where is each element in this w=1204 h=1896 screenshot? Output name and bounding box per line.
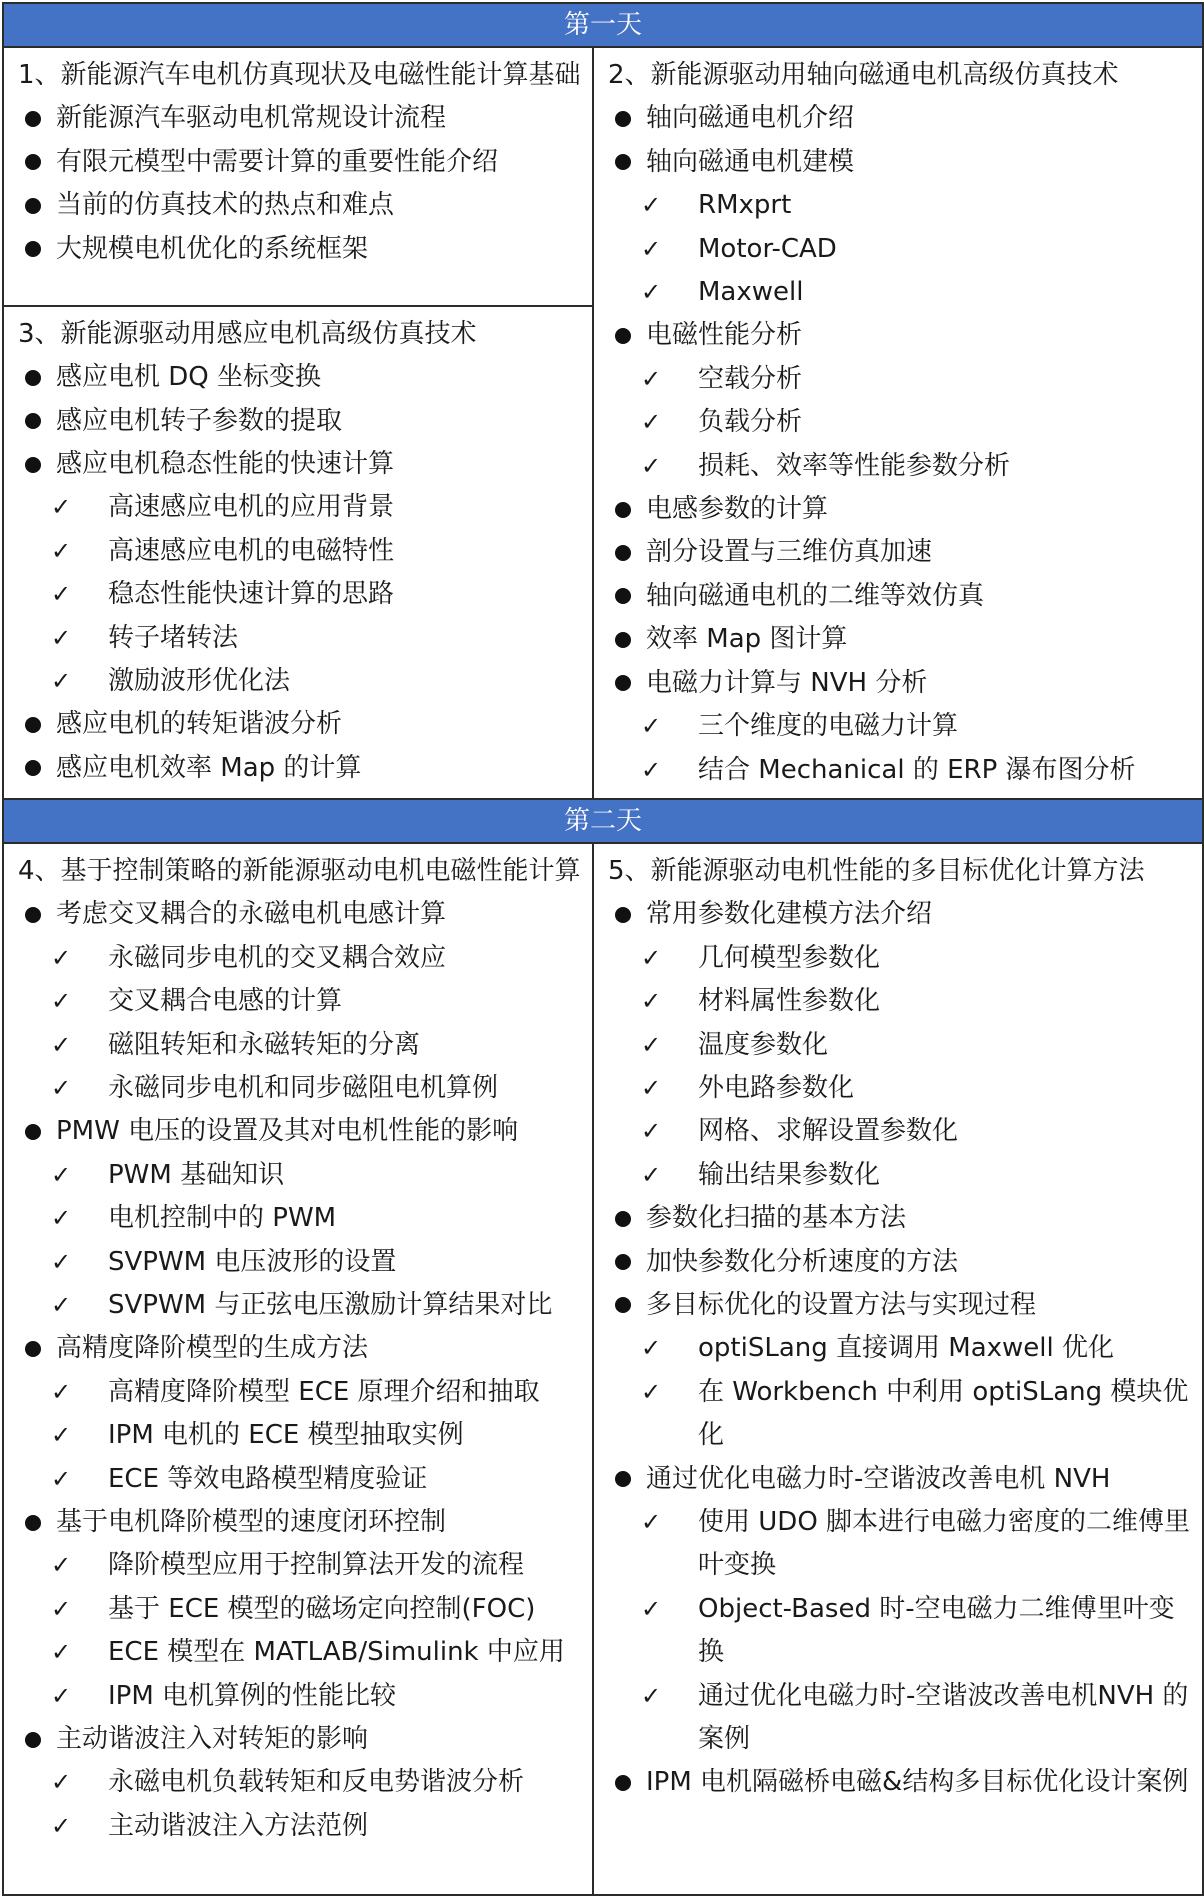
list-item-text: 感应电机 DQ 坐标变换 bbox=[56, 362, 322, 393]
list-item bbox=[18, 747, 582, 790]
sub-list-item bbox=[18, 617, 582, 660]
sub-list-item bbox=[608, 445, 1192, 488]
list-item bbox=[18, 97, 582, 140]
sub-list-item bbox=[18, 1241, 582, 1284]
sub-list-item bbox=[18, 1414, 582, 1457]
sub-list-item-text: 永磁同步电机和同步磁阻电机算例 bbox=[108, 1072, 499, 1103]
sub-list-item-text: 稳态性能快速计算的思路 bbox=[108, 579, 395, 610]
checkmark-icon: ✓ bbox=[50, 1421, 72, 1450]
list-item bbox=[608, 618, 1192, 661]
list-item-text: IPM 电机隔磁桥电磁&结构多目标优化设计案例 bbox=[646, 1767, 1189, 1798]
checkmark-icon: ✓ bbox=[50, 1551, 72, 1580]
sub-list-item bbox=[18, 1805, 582, 1848]
bullet-dot-icon bbox=[608, 662, 638, 705]
list-item-text: 大规模电机优化的系统框架 bbox=[56, 233, 369, 264]
list-item-text: 高精度降阶模型的生成方法 bbox=[56, 1333, 369, 1364]
sub-list-item bbox=[608, 1110, 1192, 1153]
section-title: 4、基于控制策略的新能源驱动电机电磁性能计算 bbox=[18, 855, 581, 886]
checkmark-icon: ✓ bbox=[50, 1204, 72, 1233]
checkmark-icon: ✓ bbox=[50, 623, 72, 652]
checkmark-icon: ✓ bbox=[640, 408, 662, 437]
sub-list-item-text: 转子堵转法 bbox=[108, 622, 239, 653]
filled-circle-icon bbox=[25, 154, 41, 170]
sub-list-item-text: SVPWM 电压波形的设置 bbox=[108, 1246, 397, 1277]
sub-list-item-text: 高速感应电机的应用背景 bbox=[108, 492, 395, 523]
section-5 bbox=[594, 844, 1202, 1811]
list-item bbox=[608, 893, 1192, 936]
list-item bbox=[18, 228, 582, 271]
sub-list-item bbox=[18, 1154, 582, 1197]
list-item-text: 电感参数的计算 bbox=[646, 494, 829, 525]
sub-list-item-text: 磁阻转矩和永磁转矩的分离 bbox=[108, 1029, 421, 1060]
sub-list-item bbox=[18, 1197, 582, 1240]
bullet-dot-icon bbox=[608, 893, 638, 936]
sub-list-item-text: 空载分析 bbox=[698, 363, 803, 394]
list-item bbox=[608, 1761, 1192, 1804]
list-item bbox=[18, 1501, 582, 1544]
list-item-text: 剖分设置与三维仿真加速 bbox=[646, 537, 933, 568]
sub-list-item bbox=[608, 1154, 1192, 1197]
filled-circle-icon bbox=[615, 1471, 631, 1487]
sub-list-item-text: 温度参数化 bbox=[698, 1029, 829, 1060]
checkmark-icon: ✓ bbox=[50, 1811, 72, 1840]
filled-circle-icon bbox=[615, 1211, 631, 1227]
checkmark-icon: ✓ bbox=[50, 536, 72, 565]
checkmark-icon: ✓ bbox=[50, 1638, 72, 1667]
checkmark-icon: ✓ bbox=[50, 1160, 72, 1189]
filled-circle-icon bbox=[25, 111, 41, 127]
sub-list-item bbox=[608, 1371, 1192, 1458]
checkmark-icon: ✓ bbox=[640, 451, 662, 480]
filled-circle-icon bbox=[25, 907, 41, 923]
bullet-dot-icon bbox=[608, 531, 638, 574]
checkmark-icon: ✓ bbox=[640, 943, 662, 972]
sub-list-item-text: RMxprt bbox=[698, 190, 792, 221]
checkmark-icon: ✓ bbox=[640, 1377, 662, 1406]
list-item-text: 考虑交叉耦合的永磁电机电感计算 bbox=[56, 899, 447, 930]
bullet-dot-icon bbox=[608, 314, 638, 357]
list-item bbox=[608, 1241, 1192, 1284]
section-3 bbox=[4, 307, 592, 796]
sub-list-item bbox=[18, 1458, 582, 1501]
sub-list-item-text: Maxwell bbox=[698, 277, 804, 308]
checkmark-icon: ✓ bbox=[640, 1160, 662, 1189]
filled-circle-icon bbox=[25, 241, 41, 257]
sub-list-item-text: 几何模型参数化 bbox=[698, 942, 881, 973]
sub-list-item bbox=[18, 1024, 582, 1067]
list-item-text: 多目标优化的设置方法与实现过程 bbox=[646, 1289, 1037, 1320]
filled-circle-icon bbox=[615, 1775, 631, 1791]
sub-list-item bbox=[608, 1327, 1192, 1370]
bullet-dot-icon bbox=[608, 1241, 638, 1284]
list-item bbox=[608, 97, 1192, 140]
sub-list-item-text: 三个维度的电磁力计算 bbox=[698, 711, 959, 742]
bullet-dot-icon bbox=[608, 618, 638, 661]
sub-list-item-text: Object-Based 时-空电磁力二维傅里叶变换 bbox=[698, 1593, 1175, 1668]
sub-list-item-text: 永磁电机负载转矩和反电势谐波分析 bbox=[108, 1767, 525, 1798]
sub-list-item-text: 通过优化电磁力时-空谐波改善电机NVH 的案例 bbox=[698, 1680, 1189, 1755]
filled-circle-icon bbox=[25, 717, 41, 733]
checkmark-icon: ✓ bbox=[50, 580, 72, 609]
list-item-text: 新能源汽车驱动电机常规设计流程 bbox=[56, 103, 447, 134]
section-1 bbox=[4, 48, 592, 277]
list-item bbox=[18, 1718, 582, 1761]
bullet-dot-icon bbox=[18, 184, 48, 227]
sub-list-item-text: SVPWM 与正弦电压激励计算结果对比 bbox=[108, 1289, 553, 1320]
sub-list-item bbox=[18, 573, 582, 616]
checkmark-icon: ✓ bbox=[50, 943, 72, 972]
sub-list-item-text: 高精度降阶模型 ECE 原理介绍和抽取 bbox=[108, 1376, 540, 1407]
sub-list-item bbox=[608, 980, 1192, 1023]
day1-header: 第一天 bbox=[3, 3, 1203, 47]
sub-list-item-text: 损耗、效率等性能参数分析 bbox=[698, 450, 1011, 481]
list-item bbox=[608, 314, 1192, 357]
sub-list-item bbox=[18, 1588, 582, 1631]
sub-list-item-text: 激励波形优化法 bbox=[108, 666, 291, 697]
checkmark-icon: ✓ bbox=[50, 493, 72, 522]
list-item bbox=[608, 1284, 1192, 1327]
sub-list-item bbox=[18, 1371, 582, 1414]
list-item bbox=[18, 400, 582, 443]
section-2 bbox=[594, 48, 1202, 798]
list-item-text: 基于电机降阶模型的速度闭环控制 bbox=[56, 1507, 447, 1537]
list-item bbox=[608, 575, 1192, 618]
list-item-text: 电磁性能分析 bbox=[646, 320, 803, 351]
list-item-text: 参数化扫描的基本方法 bbox=[646, 1203, 907, 1234]
list-item bbox=[18, 443, 582, 486]
list-item bbox=[18, 141, 582, 184]
filled-circle-icon bbox=[25, 1341, 41, 1357]
sub-list-item-text: PWM 基础知识 bbox=[108, 1159, 285, 1190]
sub-list-item-text: 使用 UDO 脚本进行电磁力密度的二维傅里叶变换 bbox=[698, 1507, 1191, 1581]
bullet-dot-icon bbox=[608, 1284, 638, 1327]
sub-list-item-text: 结合 Mechanical 的 ERP 瀑布图分析 bbox=[698, 754, 1136, 785]
filled-circle-icon bbox=[615, 154, 631, 170]
section-title: 5、新能源驱动电机性能的多目标优化计算方法 bbox=[608, 855, 1145, 886]
list-item-text: PMW 电压的设置及其对电机性能的影响 bbox=[56, 1116, 519, 1147]
checkmark-icon: ✓ bbox=[50, 1377, 72, 1406]
bullet-dot-icon bbox=[18, 400, 48, 443]
bullet-dot-icon bbox=[18, 1110, 48, 1153]
bullet-dot-icon bbox=[608, 488, 638, 531]
bullet-dot-icon bbox=[608, 1761, 638, 1804]
filled-circle-icon bbox=[25, 1515, 41, 1531]
list-item bbox=[18, 184, 582, 227]
bullet-dot-icon bbox=[608, 575, 638, 618]
bullet-dot-icon bbox=[18, 1327, 48, 1370]
sub-list-item bbox=[18, 660, 582, 703]
checkmark-icon: ✓ bbox=[640, 712, 662, 741]
sub-list-item bbox=[608, 1588, 1192, 1675]
filled-circle-icon bbox=[25, 457, 41, 473]
bullet-dot-icon bbox=[18, 228, 48, 271]
sub-list-item-text: 负载分析 bbox=[698, 407, 803, 438]
sub-list-item-text: Motor-CAD bbox=[698, 233, 837, 264]
list-item bbox=[608, 1458, 1192, 1501]
list-item-text: 加快参数化分析速度的方法 bbox=[646, 1246, 959, 1277]
section-title: 1、新能源汽车电机仿真现状及电磁性能计算基础 bbox=[18, 60, 581, 90]
checkmark-icon: ✓ bbox=[50, 1768, 72, 1797]
sub-list-item bbox=[608, 358, 1192, 401]
sub-list-item-text: 主动谐波注入方法范例 bbox=[108, 1810, 369, 1841]
checkmark-icon: ✓ bbox=[50, 1030, 72, 1059]
sub-list-item bbox=[608, 1501, 1192, 1588]
section-title: 2、新能源驱动用轴向磁通电机高级仿真技术 bbox=[608, 60, 1119, 90]
sub-list-item-text: 降阶模型应用于控制算法开发的流程 bbox=[108, 1550, 525, 1581]
filled-circle-icon bbox=[25, 198, 41, 214]
sub-list-item bbox=[18, 1544, 582, 1587]
list-item-text: 感应电机稳态性能的快速计算 bbox=[56, 449, 395, 480]
list-item bbox=[608, 1197, 1192, 1240]
checkmark-icon: ✓ bbox=[640, 234, 662, 263]
bullet-dot-icon bbox=[18, 893, 48, 936]
list-item-text: 感应电机效率 Map 的计算 bbox=[56, 752, 362, 783]
filled-circle-icon bbox=[25, 1732, 41, 1748]
sub-list-item bbox=[18, 937, 582, 980]
sub-list-item-text: IPM 电机的 ECE 模型抽取实例 bbox=[108, 1420, 464, 1451]
sub-list-item bbox=[608, 749, 1192, 792]
list-item bbox=[18, 703, 582, 746]
sub-list-item bbox=[18, 1067, 582, 1110]
bullet-dot-icon bbox=[18, 703, 48, 746]
sub-list-item bbox=[18, 1675, 582, 1718]
bullet-dot-icon bbox=[608, 97, 638, 140]
list-item bbox=[608, 662, 1192, 705]
sub-list-item bbox=[608, 184, 1192, 227]
list-item-text: 电磁力计算与 NVH 分析 bbox=[646, 667, 928, 698]
course-outline bbox=[2, 2, 1202, 1896]
list-item bbox=[18, 893, 582, 936]
sub-list-item bbox=[608, 228, 1192, 271]
section-title: 3、新能源驱动用感应电机高级仿真技术 bbox=[18, 318, 477, 349]
sub-list-item bbox=[608, 937, 1192, 980]
filled-circle-icon bbox=[615, 502, 631, 518]
list-item-text: 主动谐波注入对转矩的影响 bbox=[56, 1724, 369, 1755]
filled-circle-icon bbox=[615, 675, 631, 691]
checkmark-icon: ✓ bbox=[640, 1030, 662, 1059]
sub-list-item bbox=[18, 980, 582, 1023]
checkmark-icon: ✓ bbox=[50, 1464, 72, 1493]
filled-circle-icon bbox=[615, 1254, 631, 1270]
filled-circle-icon bbox=[615, 632, 631, 648]
sub-list-item-text: ECE 模型在 MATLAB/Simulink 中应用 bbox=[108, 1637, 565, 1668]
bullet-dot-icon bbox=[18, 1501, 48, 1544]
day2-header: 第二天 bbox=[3, 799, 1203, 843]
checkmark-icon: ✓ bbox=[50, 1247, 72, 1276]
list-item-text: 当前的仿真技术的热点和难点 bbox=[56, 190, 395, 221]
filled-circle-icon bbox=[615, 588, 631, 604]
list-item-text: 轴向磁通电机介绍 bbox=[646, 103, 855, 134]
sub-list-item-text: 基于 ECE 模型的磁场定向控制(FOC) bbox=[108, 1593, 536, 1624]
sub-list-item bbox=[608, 271, 1192, 314]
checkmark-icon: ✓ bbox=[640, 191, 662, 220]
sub-list-item-text: 材料属性参数化 bbox=[698, 986, 881, 1017]
bullet-dot-icon bbox=[18, 141, 48, 184]
sub-list-item bbox=[608, 1675, 1192, 1762]
list-item-text: 有限元模型中需要计算的重要性能介绍 bbox=[56, 146, 499, 177]
filled-circle-icon bbox=[25, 1124, 41, 1140]
checkmark-icon: ✓ bbox=[640, 1073, 662, 1102]
bullet-dot-icon bbox=[18, 747, 48, 790]
filled-circle-icon bbox=[25, 760, 41, 776]
sub-list-item bbox=[18, 530, 582, 573]
checkmark-icon: ✓ bbox=[640, 1334, 662, 1363]
checkmark-icon: ✓ bbox=[640, 1681, 662, 1710]
list-item bbox=[608, 531, 1192, 574]
filled-circle-icon bbox=[25, 413, 41, 429]
bullet-dot-icon bbox=[18, 1718, 48, 1761]
list-item bbox=[18, 1110, 582, 1153]
checkmark-icon: ✓ bbox=[50, 1681, 72, 1710]
sub-list-item bbox=[18, 1284, 582, 1327]
checkmark-icon: ✓ bbox=[640, 364, 662, 393]
list-item-text: 通过优化电磁力时-空谐波改善电机 NVH bbox=[646, 1463, 1111, 1494]
sub-list-item-text: 电机控制中的 PWM bbox=[108, 1203, 337, 1234]
sub-list-item bbox=[18, 1761, 582, 1804]
checkmark-icon: ✓ bbox=[640, 987, 662, 1016]
bullet-dot-icon bbox=[18, 97, 48, 140]
checkmark-icon: ✓ bbox=[50, 1594, 72, 1623]
sub-list-item-text: 永磁同步电机的交叉耦合效应 bbox=[108, 942, 447, 973]
course-table bbox=[2, 2, 1204, 1896]
bullet-dot-icon bbox=[18, 443, 48, 486]
filled-circle-icon bbox=[25, 370, 41, 386]
checkmark-icon: ✓ bbox=[50, 667, 72, 696]
list-item bbox=[608, 488, 1192, 531]
bullet-dot-icon bbox=[608, 1197, 638, 1240]
sub-list-item-text: 交叉耦合电感的计算 bbox=[108, 986, 343, 1017]
filled-circle-icon bbox=[615, 907, 631, 923]
filled-circle-icon bbox=[615, 1297, 631, 1313]
bullet-dot-icon bbox=[608, 1458, 638, 1501]
list-item-text: 轴向磁通电机的二维等效仿真 bbox=[646, 580, 985, 611]
sub-list-item bbox=[608, 1067, 1192, 1110]
list-item bbox=[608, 141, 1192, 184]
checkmark-icon: ✓ bbox=[640, 1594, 662, 1623]
sub-list-item bbox=[608, 401, 1192, 444]
sub-list-item bbox=[18, 486, 582, 529]
sub-list-item-text: 在 Workbench 中利用 optiSLang 模块优化 bbox=[698, 1376, 1189, 1451]
sub-list-item-text: 高速感应电机的电磁特性 bbox=[108, 535, 395, 566]
sub-list-item bbox=[18, 1631, 582, 1674]
sub-list-item-text: ECE 等效电路模型精度验证 bbox=[108, 1463, 428, 1494]
filled-circle-icon bbox=[615, 545, 631, 561]
list-item-text: 常用参数化建模方法介绍 bbox=[646, 899, 933, 930]
sub-list-item-text: 外电路参数化 bbox=[698, 1072, 855, 1103]
sub-list-item bbox=[608, 705, 1192, 748]
list-item bbox=[18, 356, 582, 399]
checkmark-icon: ✓ bbox=[640, 278, 662, 307]
list-item-text: 感应电机的转矩谐波分析 bbox=[56, 709, 343, 740]
list-item bbox=[18, 1327, 582, 1370]
sub-list-item bbox=[608, 1024, 1192, 1067]
list-item-text: 效率 Map 图计算 bbox=[646, 624, 848, 655]
list-item-text: 感应电机转子参数的提取 bbox=[56, 405, 343, 436]
filled-circle-icon bbox=[615, 328, 631, 344]
list-item-text: 轴向磁通电机建模 bbox=[646, 146, 855, 177]
sub-list-item-text: IPM 电机算例的性能比较 bbox=[108, 1680, 397, 1711]
sub-list-item-text: 输出结果参数化 bbox=[698, 1159, 881, 1190]
filled-circle-icon bbox=[615, 111, 631, 127]
checkmark-icon: ✓ bbox=[640, 755, 662, 784]
bullet-dot-icon bbox=[608, 141, 638, 184]
checkmark-icon: ✓ bbox=[50, 1073, 72, 1102]
section-4 bbox=[4, 844, 592, 1854]
sub-list-item-text: 网格、求解设置参数化 bbox=[698, 1116, 959, 1147]
bullet-dot-icon bbox=[18, 356, 48, 399]
sub-list-item-text: optiSLang 直接调用 Maxwell 优化 bbox=[698, 1333, 1114, 1364]
checkmark-icon: ✓ bbox=[640, 1508, 662, 1536]
checkmark-icon: ✓ bbox=[50, 1290, 72, 1319]
checkmark-icon: ✓ bbox=[50, 987, 72, 1016]
checkmark-icon: ✓ bbox=[640, 1117, 662, 1146]
